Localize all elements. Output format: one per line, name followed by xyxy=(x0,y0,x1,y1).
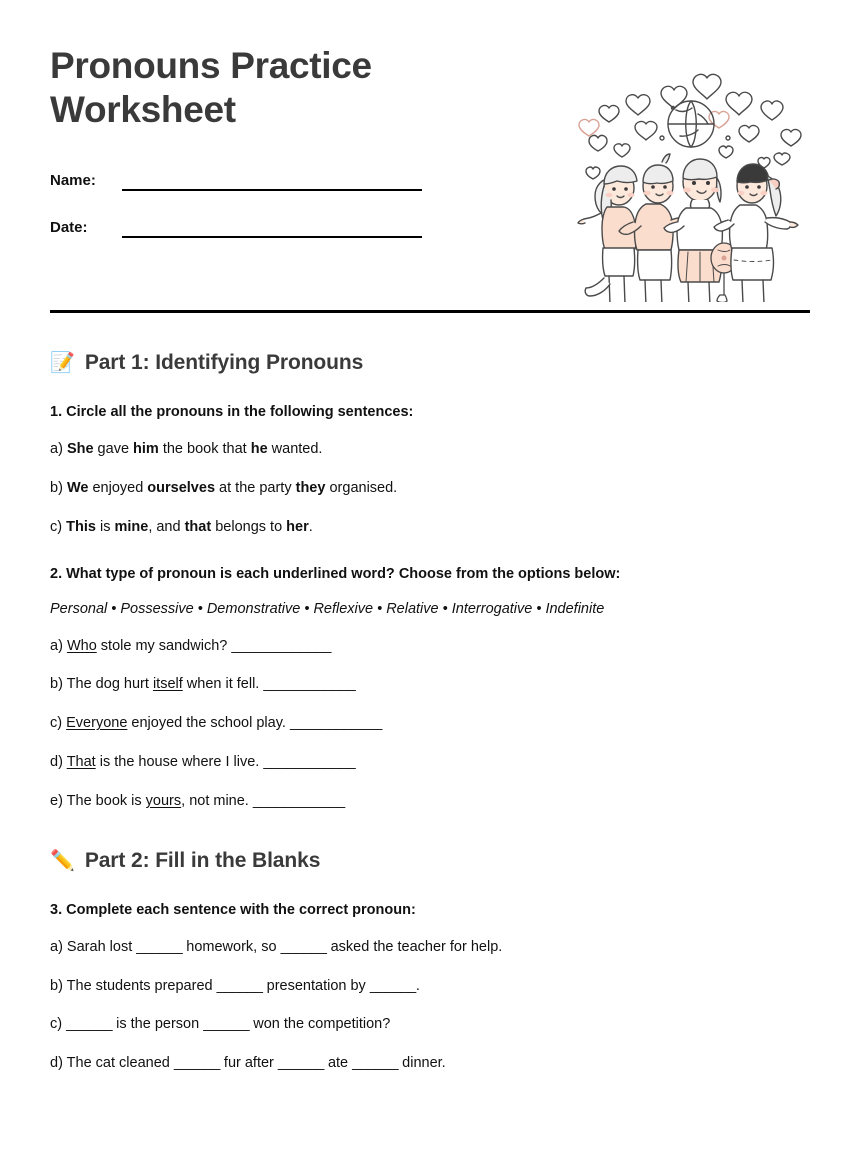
exercise-item[interactable] xyxy=(50,1015,810,1034)
bold-pronoun[interactable]: ourselves xyxy=(147,479,216,496)
exercise-item[interactable] xyxy=(50,1054,810,1073)
sentence-text: stole my sandwich? xyxy=(96,637,232,654)
item-marker: d) xyxy=(50,1055,63,1072)
exercise-item[interactable] xyxy=(50,479,810,498)
date-label: Date: xyxy=(50,219,88,237)
answer-blank[interactable]: ______ xyxy=(66,1016,113,1033)
item-marker: b) xyxy=(50,479,63,496)
children-hugging-illustration xyxy=(576,62,808,302)
pronoun-type-options: Personal • Possessive • Demonstrative • Reflexive • Relative • Interrogative • Indefinite xyxy=(50,600,605,617)
item-marker: b) xyxy=(50,676,63,693)
exercise-item[interactable] xyxy=(50,518,810,537)
page-title: Pronouns Practice Worksheet xyxy=(50,45,372,131)
sentence-text: dinner. xyxy=(398,1055,446,1072)
sentence-text: when it fell. xyxy=(182,676,264,693)
sentence-text: Sarah lost xyxy=(62,938,137,955)
sentence-text: . xyxy=(308,518,313,535)
sentence-text: , and xyxy=(148,518,185,535)
answer-blank[interactable]: _____________ xyxy=(231,637,331,654)
sentence-text: . xyxy=(415,977,420,994)
answer-blank[interactable]: ______ xyxy=(277,1055,324,1072)
exercise-item[interactable] xyxy=(50,675,810,694)
answer-blank[interactable]: ______ xyxy=(369,977,416,994)
worksheet-content xyxy=(0,351,860,1073)
name-field-row xyxy=(50,162,430,192)
sentence-text: belongs to xyxy=(211,518,287,535)
answer-blank[interactable]: ____________ xyxy=(263,676,356,693)
sentence-text: The students prepared xyxy=(62,977,217,994)
bold-pronoun[interactable]: She xyxy=(66,441,94,457)
memo-icon: 📝 xyxy=(50,352,75,374)
answer-blank[interactable]: ______ xyxy=(173,1055,220,1072)
worksheet-header xyxy=(0,0,860,310)
answer-blank[interactable]: ____________ xyxy=(252,792,345,809)
answer-blank[interactable]: ______ xyxy=(203,1016,250,1033)
worksheet-part xyxy=(50,849,810,1073)
student-info-fields xyxy=(50,162,430,239)
sentence-text: , not mine. xyxy=(181,792,253,809)
sentence-text: fur after xyxy=(219,1055,278,1072)
item-marker: a) xyxy=(50,637,63,654)
item-marker: b) xyxy=(50,977,63,994)
item-marker: c) xyxy=(50,518,63,535)
underlined-pronoun[interactable]: Who xyxy=(66,637,97,654)
exercise-item[interactable] xyxy=(50,977,810,996)
bold-pronoun[interactable]: he xyxy=(250,441,268,457)
part-heading-label: Part 2: Fill in the Blanks xyxy=(84,848,321,872)
name-write-line[interactable] xyxy=(122,189,422,191)
part-heading xyxy=(50,351,810,375)
underlined-pronoun[interactable]: yours xyxy=(145,792,182,809)
sentence-text: The cat cleaned xyxy=(62,1055,174,1072)
item-marker: e) xyxy=(50,792,63,809)
answer-blank[interactable]: ____________ xyxy=(289,715,382,732)
answer-blank[interactable]: ______ xyxy=(216,977,263,994)
question-prompt: 1. Circle all the pronouns in the following sentences: xyxy=(50,404,414,420)
underlined-pronoun[interactable]: itself xyxy=(152,676,183,693)
bold-pronoun[interactable]: that xyxy=(184,518,212,535)
answer-blank[interactable]: ______ xyxy=(352,1055,399,1072)
part-heading-label: Part 1: Identifying Pronouns xyxy=(84,351,364,374)
sentence-text: is the house where I live. xyxy=(95,754,264,771)
sentence-text: The book is xyxy=(62,792,146,809)
sentence-text: asked the teacher for help. xyxy=(326,938,503,955)
exercise-item[interactable] xyxy=(50,938,810,957)
sentence-text: the book that xyxy=(158,441,251,457)
header-divider xyxy=(50,310,810,313)
sentence-text: presentation by xyxy=(262,977,370,994)
bold-pronoun[interactable]: mine xyxy=(114,518,149,535)
sentence-text: enjoyed the school play. xyxy=(127,715,290,732)
item-marker: a) xyxy=(50,441,63,457)
bold-pronoun[interactable]: her xyxy=(286,518,309,535)
bold-pronoun[interactable]: they xyxy=(295,479,326,496)
item-marker: c) xyxy=(50,715,63,732)
sentence-text: ate xyxy=(323,1055,353,1072)
exercise-item[interactable] xyxy=(50,792,810,811)
sentence-text: is the person xyxy=(112,1016,204,1033)
exercise-item[interactable] xyxy=(50,714,810,733)
pencil-icon: ✏️ xyxy=(50,849,75,872)
name-label: Name: xyxy=(50,172,96,190)
sentence-text: at the party xyxy=(215,479,296,496)
date-write-line[interactable] xyxy=(122,236,422,238)
item-marker: a) xyxy=(50,938,63,955)
exercise-item[interactable] xyxy=(50,753,810,772)
exercise-item[interactable] xyxy=(50,440,810,459)
underlined-pronoun[interactable]: Everyone xyxy=(66,715,128,732)
answer-blank[interactable]: ______ xyxy=(136,938,183,955)
sentence-text: won the competition? xyxy=(249,1016,391,1033)
answer-blank[interactable]: ______ xyxy=(280,938,327,955)
exercise-item[interactable] xyxy=(50,637,810,656)
part-heading xyxy=(50,849,810,873)
sentence-text: The dog hurt xyxy=(62,676,153,693)
underlined-pronoun[interactable]: That xyxy=(66,754,96,771)
sentence-text: organised. xyxy=(325,479,398,496)
bold-pronoun[interactable]: him xyxy=(133,441,159,457)
sentence-text: is xyxy=(95,518,115,535)
bold-pronoun[interactable]: This xyxy=(66,518,96,535)
item-marker: d) xyxy=(50,754,63,771)
sentence-text: wanted. xyxy=(267,441,323,457)
sentence-text: gave xyxy=(93,441,134,457)
sentence-text: homework, so xyxy=(182,938,281,955)
question-prompt: 3. Complete each sentence with the correct pronoun: xyxy=(50,901,416,918)
worksheet-part xyxy=(50,351,810,811)
question-prompt: 2. What type of pronoun is each underlined word? Choose from the options below: xyxy=(50,565,621,582)
sentence-text: enjoyed xyxy=(88,479,148,496)
date-field-row xyxy=(50,209,430,239)
item-marker: c) xyxy=(50,1016,63,1033)
answer-blank[interactable]: ____________ xyxy=(263,754,356,771)
bold-pronoun[interactable]: We xyxy=(66,479,89,496)
